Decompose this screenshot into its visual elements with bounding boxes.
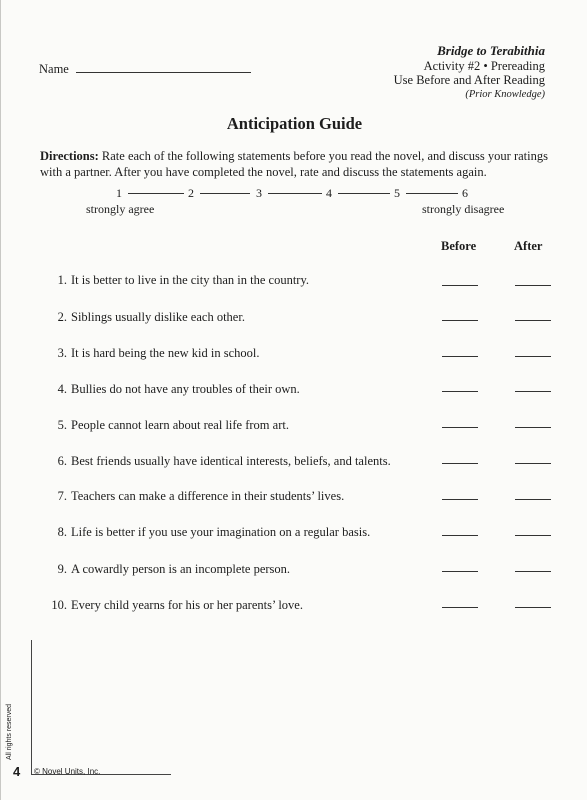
statement-row [47,525,370,540]
statement-text: Bullies do not have any troubles of their own. [71,382,300,396]
statement-text: Best friends usually have identical interests, beliefs, and talents. [71,454,391,468]
activity-header [394,44,545,102]
before-blank[interactable] [442,463,478,464]
statement-row [47,454,391,469]
scale-dash [406,193,458,194]
column-header-after: After [514,239,543,253]
after-blank[interactable] [515,571,551,572]
statement-text: It is better to live in the city than in the country. [71,273,310,287]
before-blank[interactable] [442,285,478,286]
after-blank[interactable] [515,427,551,428]
statement-row [47,273,309,288]
name-field-row [39,62,251,77]
before-blank[interactable] [442,427,478,428]
before-blank[interactable] [442,320,478,321]
after-blank[interactable] [515,499,551,500]
after-blank[interactable] [515,391,551,392]
column-header-before: Before [441,239,477,253]
page-number: 4 [13,764,21,779]
after-blank[interactable] [515,356,551,357]
statement-number: 5. [57,418,67,432]
directions-text: Rate each of the following statements before you read the novel, and discuss your ratings with a partner. After you have completed the novel, rate and discuss the statements again. [40,149,548,179]
statement-text: Every child yearns for his or her parents’ love. [71,598,303,612]
scale-number-4: 4 [326,186,332,200]
statement-number: 6. [57,454,67,468]
after-blank[interactable] [515,320,551,321]
before-blank[interactable] [442,571,478,572]
statement-number: 4. [57,382,67,396]
book-title: Bridge to Terabithia [437,43,545,58]
rights-notice: All rights reserved [6,703,13,760]
statement-text: It is hard being the new kid in school. [71,346,260,360]
statement-text: People cannot learn about real life from art. [71,418,289,432]
name-blank[interactable] [76,62,251,73]
statement-text: Life is better if you use your imagination on a regular basis. [71,525,371,539]
statement-text: Siblings usually dislike each other. [71,310,245,324]
statement-number: 10. [51,598,67,612]
scale-number-2: 2 [188,186,194,200]
before-blank[interactable] [442,535,478,536]
activity-number: Activity #2 • Prereading [423,58,545,73]
directions [40,148,552,180]
after-blank[interactable] [515,607,551,608]
activity-note: (Prior Knowledge) [465,88,545,100]
after-blank[interactable] [515,463,551,464]
statement-row [47,562,290,577]
scale-number-5: 5 [394,186,400,200]
scale-number-1: 1 [116,186,122,200]
statement-row [47,310,245,325]
statement-number: 8. [57,525,67,539]
statement-number: 1. [57,273,67,287]
statement-text: A cowardly person is an incomplete person. [71,562,291,576]
statement-number: 3. [57,346,67,360]
statement-number: 2. [57,310,67,324]
scale-dash [268,193,322,194]
activity-usage: Use Before and After Reading [393,73,545,87]
directions-label: Directions: [40,149,99,163]
before-blank[interactable] [442,391,478,392]
statement-number: 7. [57,489,67,503]
scale-number-6: 6 [462,186,468,200]
rating-scale [86,186,516,222]
before-blank[interactable] [442,499,478,500]
margin-rule [31,640,32,774]
name-label: Name [39,62,69,76]
scale-number-3: 3 [256,186,262,200]
statement-row [47,346,260,361]
after-blank[interactable] [515,285,551,286]
copyright-notice: © Novel Units, Inc. [34,767,101,776]
scale-dash [128,193,184,194]
page-title: Anticipation Guide [226,114,363,133]
statement-row [47,418,289,433]
before-blank[interactable] [442,356,478,357]
statement-row [47,489,344,504]
after-blank[interactable] [515,535,551,536]
scale-right-label: strongly disagree [422,202,505,216]
statement-text: Teachers can make a difference in their students’ lives. [71,489,345,503]
scale-left-label: strongly agree [86,202,155,216]
scale-dash [338,193,390,194]
statement-row [47,382,300,397]
statement-number: 9. [57,562,67,576]
before-blank[interactable] [442,607,478,608]
scale-dash [200,193,250,194]
statement-row [47,598,303,613]
